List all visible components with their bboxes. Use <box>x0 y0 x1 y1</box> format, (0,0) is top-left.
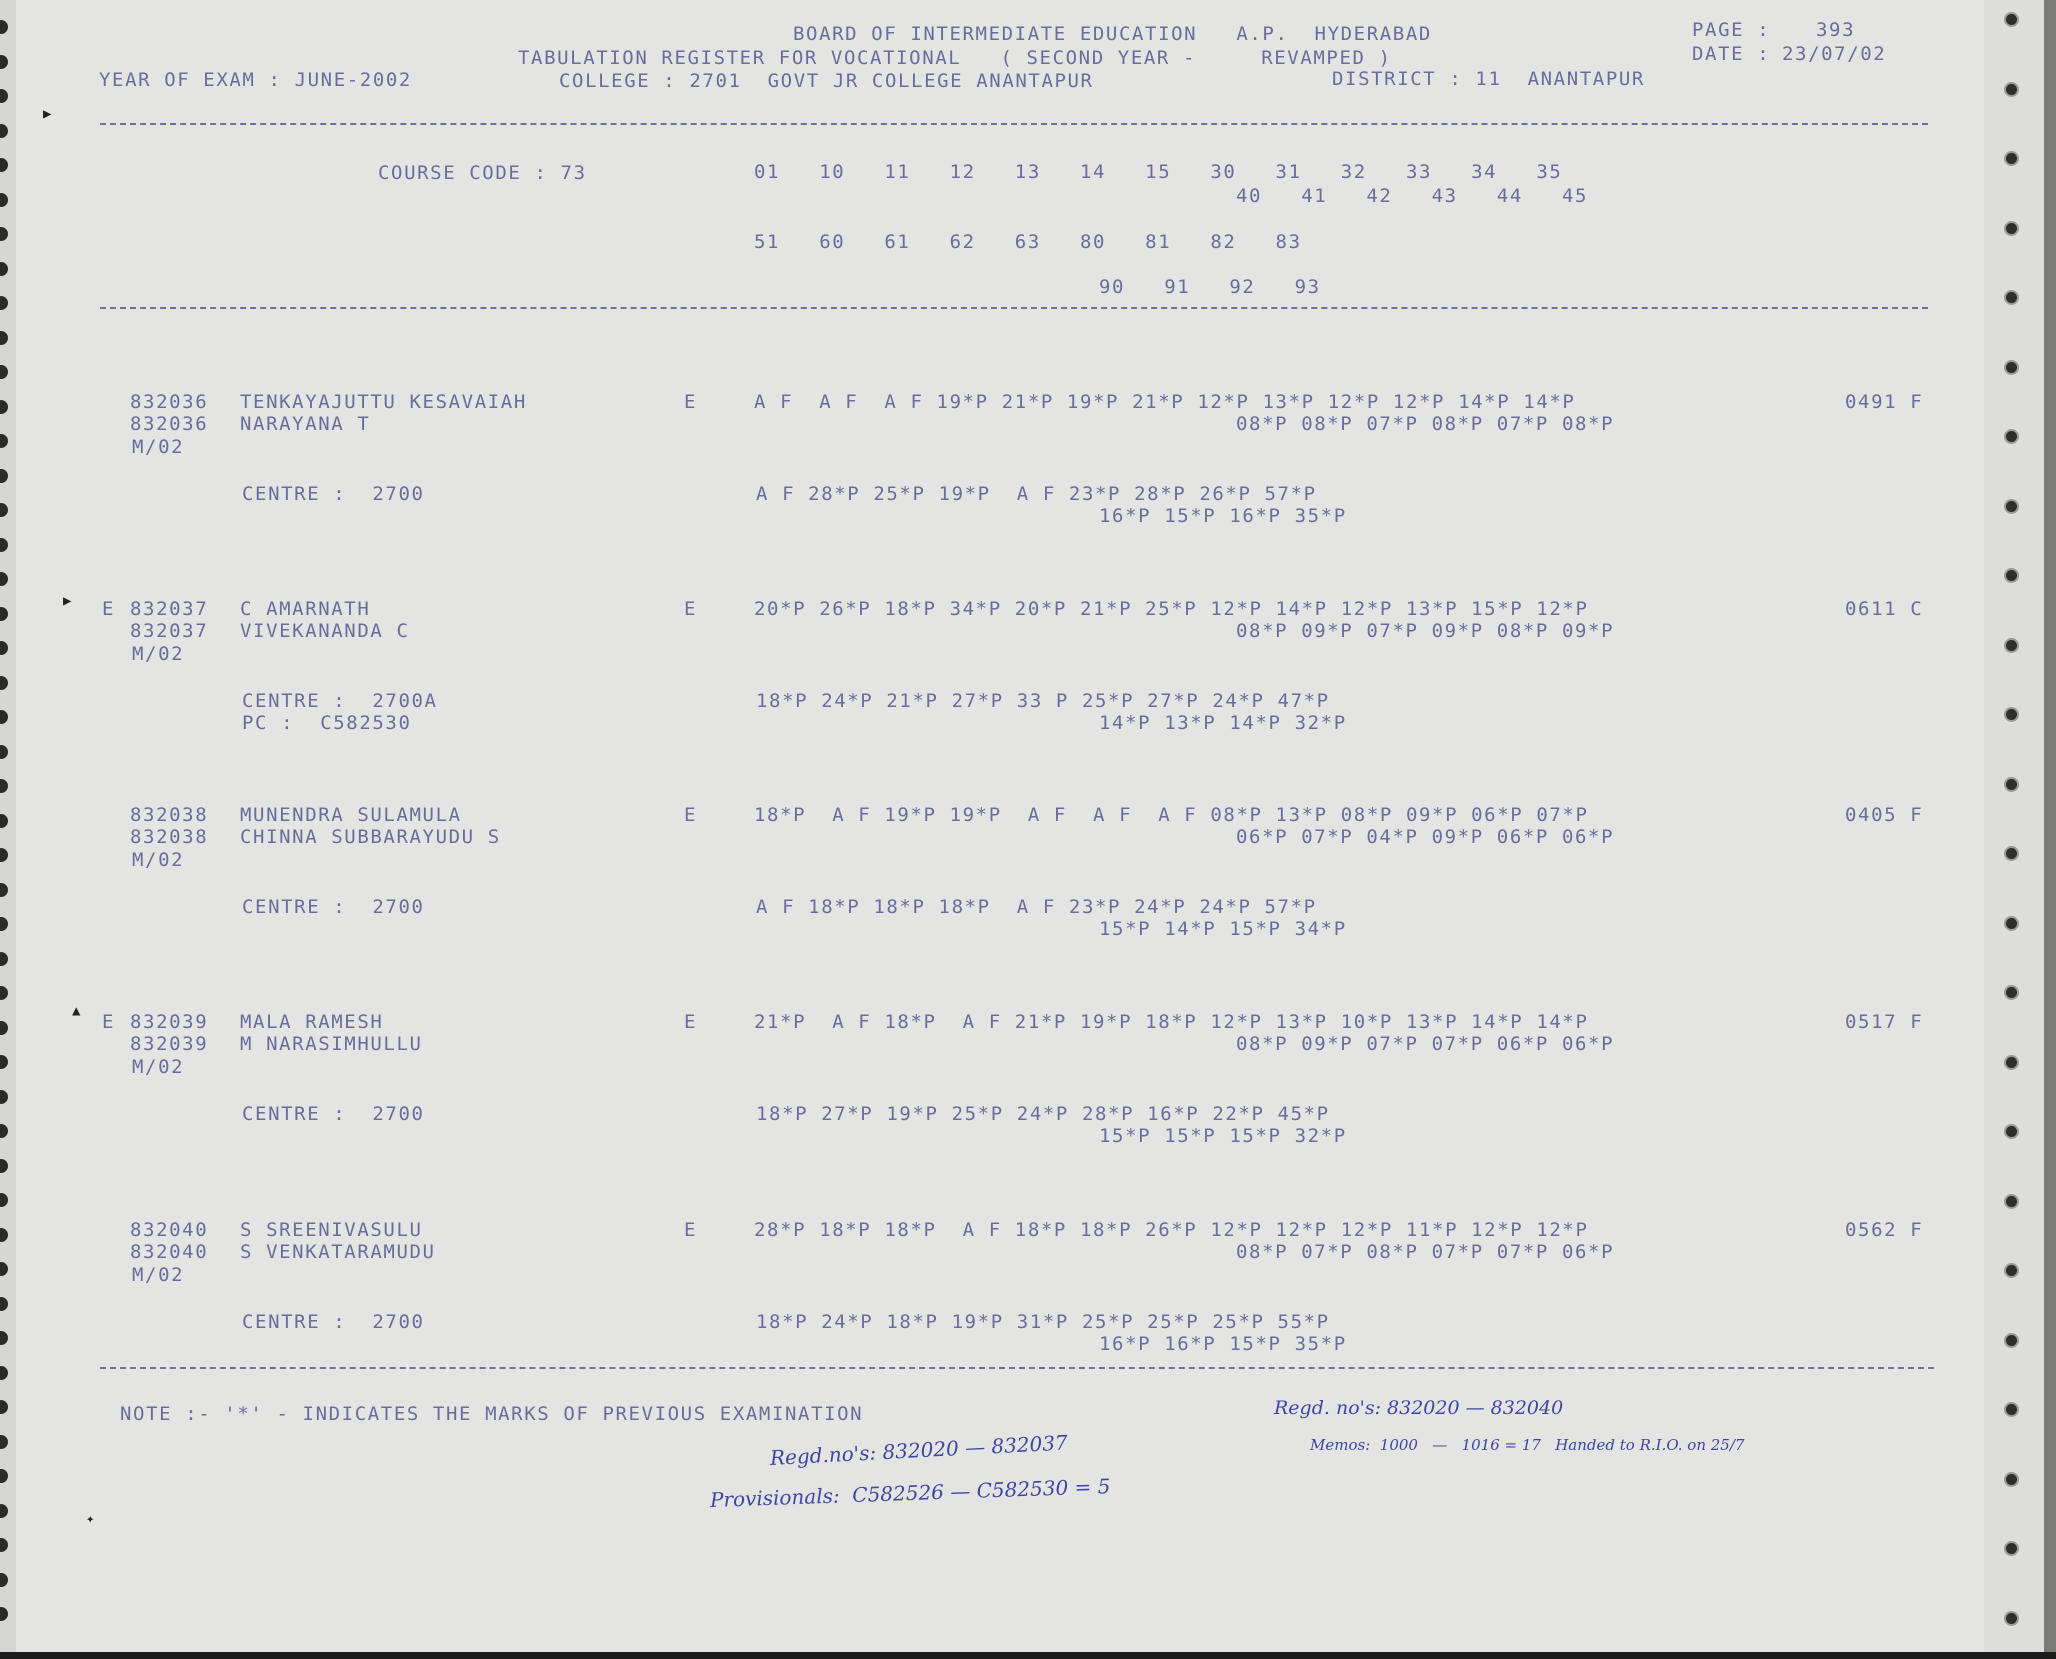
feed-hole-icon <box>0 227 8 241</box>
feed-hole-icon <box>0 848 8 862</box>
college-info: COLLEGE : 2701 GOVT JR COLLEGE ANANTAPUR <box>559 70 1094 92</box>
marks-row-3: 18*P 27*P 19*P 25*P 24*P 28*P 16*P 22*P 45*P <box>756 1103 1330 1125</box>
marks-row-2: 06*P 07*P 04*P 09*P 06*P 06*P <box>1236 826 1615 848</box>
register-title: TABULATION REGISTER FOR VOCATIONAL ( SECOND YEAR - REVAMPED ) <box>518 47 1392 69</box>
student-name: MALA RAMESH <box>240 1011 384 1033</box>
feed-hole-icon <box>2004 12 2019 27</box>
student-name: C AMARNATH <box>240 598 371 620</box>
subject-codes-row-4: 90 91 92 93 <box>1099 276 1321 298</box>
subject-codes-row-3: 51 60 61 62 63 80 81 82 83 <box>754 231 1302 253</box>
feed-hole-icon <box>0 814 8 828</box>
marks-row-1: 20*P 26*P 18*P 34*P 20*P 21*P 25*P 12*P 14*P 12*P 13*P 15*P 12*P <box>754 598 1589 620</box>
feed-hole-icon <box>2004 846 2019 861</box>
handwritten-reg-range-2: Regd.no's: 832020 — 832037 <box>769 1430 1069 1470</box>
feed-hole-icon <box>0 986 8 1000</box>
total-result: 0405 F <box>1845 804 1924 826</box>
feed-hole-icon <box>0 503 8 517</box>
total-result: 0562 F <box>1845 1219 1924 1241</box>
feed-hole-icon <box>0 1228 8 1242</box>
feed-hole-icon <box>0 1159 8 1173</box>
pc-number: PC : C582530 <box>242 712 412 734</box>
centre-code: CENTRE : 2700 <box>242 1311 425 1333</box>
feed-hole-icon <box>0 917 8 931</box>
feed-hole-icon <box>0 1400 8 1414</box>
feed-hole-icon <box>0 1366 8 1380</box>
centre-code: CENTRE : 2700 <box>242 1103 425 1125</box>
feed-hole-icon <box>0 710 8 724</box>
reg-number: 832037 <box>130 598 209 620</box>
arrow-mark-icon: ▲ <box>72 1003 81 1019</box>
exam-session: M/02 <box>132 849 185 871</box>
marks-row-4: 15*P 14*P 15*P 34*P <box>1099 918 1347 940</box>
feed-hole-icon <box>2004 1472 2019 1487</box>
marks-row-3: 18*P 24*P 21*P 27*P 33 P 25*P 27*P 24*P 47*P <box>756 690 1330 712</box>
reg-number-repeat: 832040 <box>130 1241 209 1263</box>
feed-hole-icon <box>0 1469 8 1483</box>
marks-row-2: 08*P 09*P 07*P 09*P 08*P 09*P <box>1236 620 1615 642</box>
arrow-mark-icon: ▶ <box>43 106 52 122</box>
centre-code: CENTRE : 2700A <box>242 690 438 712</box>
feed-hole-icon <box>0 952 8 966</box>
feed-hole-icon <box>2004 82 2019 97</box>
student-name: TENKAYAJUTTU KESAVAIAH <box>240 391 527 413</box>
father-name: VIVEKANANDA C <box>240 620 410 642</box>
handwritten-reg-range: Regd. no's: 832020 — 832040 <box>1274 1397 1564 1419</box>
page-number: 393 <box>1816 19 1856 41</box>
feed-hole-icon <box>0 1090 8 1104</box>
feed-hole-icon <box>0 1435 8 1449</box>
divider-top <box>100 123 1928 125</box>
feed-hole-icon <box>0 607 8 621</box>
handwritten-provisionals: Provisionals: C582526 — C582530 = 5 <box>709 1474 1111 1512</box>
subject-codes-row-1: 01 10 11 12 13 14 15 30 31 32 33 34 35 <box>754 161 1563 183</box>
feed-hole-icon <box>2004 1541 2019 1556</box>
tractor-feed-strip-right <box>1984 0 2044 1652</box>
course-code: COURSE CODE : 73 <box>378 162 587 184</box>
medium-code: E <box>684 391 698 413</box>
marks-row-1: 18*P A F 19*P 19*P A F A F A F 08*P 13*P 08*P 09*P 06*P 07*P <box>754 804 1589 826</box>
feed-hole-icon <box>2004 151 2019 166</box>
feed-hole-icon <box>2004 1402 2019 1417</box>
feed-hole-icon <box>0 538 8 552</box>
background-edge <box>0 1652 2056 1659</box>
father-name: M NARASIMHULLU <box>240 1033 423 1055</box>
feed-hole-icon <box>2004 1055 2019 1070</box>
feed-hole-icon <box>0 434 8 448</box>
feed-hole-icon <box>0 1331 8 1345</box>
feed-hole-icon <box>0 400 8 414</box>
exam-session: M/02 <box>132 436 185 458</box>
page-label: PAGE : <box>1692 19 1771 41</box>
feed-hole-icon <box>2004 429 2019 444</box>
feed-hole-icon <box>0 1124 8 1138</box>
marks-row-3: A F 18*P 18*P 18*P A F 23*P 24*P 24*P 57*P <box>756 896 1317 918</box>
feed-hole-icon <box>0 158 8 172</box>
record-flag: E <box>102 1011 116 1033</box>
feed-hole-icon <box>0 469 8 483</box>
feed-hole-icon <box>0 779 8 793</box>
marks-row-4: 16*P 16*P 15*P 35*P <box>1099 1333 1347 1355</box>
feed-hole-icon <box>0 1607 8 1621</box>
feed-hole-icon <box>2004 985 2019 1000</box>
marks-row-4: 15*P 15*P 15*P 32*P <box>1099 1125 1347 1147</box>
marks-row-4: 16*P 15*P 16*P 35*P <box>1099 505 1347 527</box>
reg-number-repeat: 832039 <box>130 1033 209 1055</box>
feed-hole-icon <box>2004 290 2019 305</box>
feed-hole-icon <box>2004 1194 2019 1209</box>
marks-row-3: 18*P 24*P 18*P 19*P 31*P 25*P 25*P 25*P 55*P <box>756 1311 1330 1333</box>
feed-hole-icon <box>0 124 8 138</box>
exam-session: M/02 <box>132 643 185 665</box>
feed-hole-icon <box>0 331 8 345</box>
feed-hole-icon <box>2004 221 2019 236</box>
district-info: DISTRICT : 11 ANANTAPUR <box>1332 68 1645 90</box>
reg-number: 832038 <box>130 804 209 826</box>
feed-hole-icon <box>0 1573 8 1587</box>
tractor-feed-strip-left <box>0 0 16 1652</box>
feed-hole-icon <box>0 296 8 310</box>
feed-hole-icon <box>2004 360 2019 375</box>
feed-hole-icon <box>0 55 8 69</box>
feed-hole-icon <box>2004 777 2019 792</box>
feed-hole-icon <box>0 365 8 379</box>
reg-number-repeat: 832038 <box>130 826 209 848</box>
feed-hole-icon <box>0 641 8 655</box>
medium-code: E <box>684 1011 698 1033</box>
marks-row-3: A F 28*P 25*P 19*P A F 23*P 28*P 26*P 57*P <box>756 483 1317 505</box>
divider-header <box>100 307 1928 309</box>
feed-hole-icon <box>2004 707 2019 722</box>
student-name: S SREENIVASULU <box>240 1219 423 1241</box>
feed-hole-icon <box>2004 1124 2019 1139</box>
feed-hole-icon <box>0 193 8 207</box>
marks-row-1: 28*P 18*P 18*P A F 18*P 18*P 26*P 12*P 12*P 12*P 11*P 12*P 12*P <box>754 1219 1589 1241</box>
total-result: 0517 F <box>1845 1011 1924 1033</box>
exam-session: M/02 <box>132 1264 185 1286</box>
marks-row-1: 21*P A F 18*P A F 21*P 19*P 18*P 12*P 13*P 10*P 13*P 14*P 14*P <box>754 1011 1589 1033</box>
reg-number: 832039 <box>130 1011 209 1033</box>
divider-bottom <box>100 1367 1934 1369</box>
feed-hole-icon <box>0 745 8 759</box>
medium-code: E <box>684 598 698 620</box>
feed-hole-icon <box>2004 499 2019 514</box>
feed-hole-icon <box>0 1297 8 1311</box>
feed-hole-icon <box>2004 1263 2019 1278</box>
handwritten-memos: Memos: 1000 — 1016 = 17 Handed to R.I.O. on 25/7 <box>1310 1436 1745 1454</box>
feed-hole-icon <box>0 1193 8 1207</box>
medium-code: E <box>684 1219 698 1241</box>
father-name: CHINNA SUBBARAYUDU S <box>240 826 501 848</box>
subject-codes-row-2: 40 41 42 43 44 45 <box>1236 185 1589 207</box>
student-name: MUNENDRA SULAMULA <box>240 804 462 826</box>
marks-row-4: 14*P 13*P 14*P 32*P <box>1099 712 1347 734</box>
feed-hole-icon <box>2004 1611 2019 1626</box>
reg-number: 832040 <box>130 1219 209 1241</box>
feed-hole-icon <box>0 883 8 897</box>
marks-row-2: 08*P 09*P 07*P 07*P 06*P 06*P <box>1236 1033 1615 1055</box>
print-date: 23/07/02 <box>1782 43 1887 65</box>
reg-number-repeat: 832036 <box>130 413 209 435</box>
feed-hole-icon <box>0 572 8 586</box>
record-flag: E <box>102 598 116 620</box>
marks-row-2: 08*P 08*P 07*P 08*P 07*P 08*P <box>1236 413 1615 435</box>
feed-hole-icon <box>0 1262 8 1276</box>
date-label: DATE : <box>1692 43 1771 65</box>
footnote: NOTE :- '*' - INDICATES THE MARKS OF PREVIOUS EXAMINATION <box>120 1403 864 1425</box>
feed-hole-icon <box>0 1504 8 1518</box>
feed-hole-icon <box>2004 916 2019 931</box>
feed-hole-icon <box>2004 638 2019 653</box>
feed-hole-icon <box>2004 568 2019 583</box>
exam-session: M/02 <box>132 1056 185 1078</box>
feed-hole-icon <box>0 676 8 690</box>
father-name: NARAYANA T <box>240 413 371 435</box>
reg-number: 832036 <box>130 391 209 413</box>
reg-number-repeat: 832037 <box>130 620 209 642</box>
total-result: 0611 C <box>1845 598 1924 620</box>
year-of-exam: YEAR OF EXAM : JUNE-2002 <box>99 69 412 91</box>
feed-hole-icon <box>0 89 8 103</box>
feed-hole-icon <box>0 20 8 34</box>
centre-code: CENTRE : 2700 <box>242 483 425 505</box>
marks-row-1: A F A F A F 19*P 21*P 19*P 21*P 12*P 13*P 12*P 12*P 14*P 14*P <box>754 391 1576 413</box>
star-mark-icon: ✦ <box>86 1511 95 1527</box>
centre-code: CENTRE : 2700 <box>242 896 425 918</box>
feed-hole-icon <box>0 1538 8 1552</box>
feed-hole-icon <box>0 262 8 276</box>
feed-hole-icon <box>0 1021 8 1035</box>
feed-hole-icon <box>0 1055 8 1069</box>
total-result: 0491 F <box>1845 391 1924 413</box>
father-name: S VENKATARAMUDU <box>240 1241 436 1263</box>
marks-row-2: 08*P 07*P 08*P 07*P 07*P 06*P <box>1236 1241 1615 1263</box>
board-title: BOARD OF INTERMEDIATE EDUCATION A.P. HYDERABAD <box>793 23 1432 45</box>
medium-code: E <box>684 804 698 826</box>
feed-hole-icon <box>2004 1333 2019 1348</box>
arrow-mark-icon: ▶ <box>63 593 72 609</box>
